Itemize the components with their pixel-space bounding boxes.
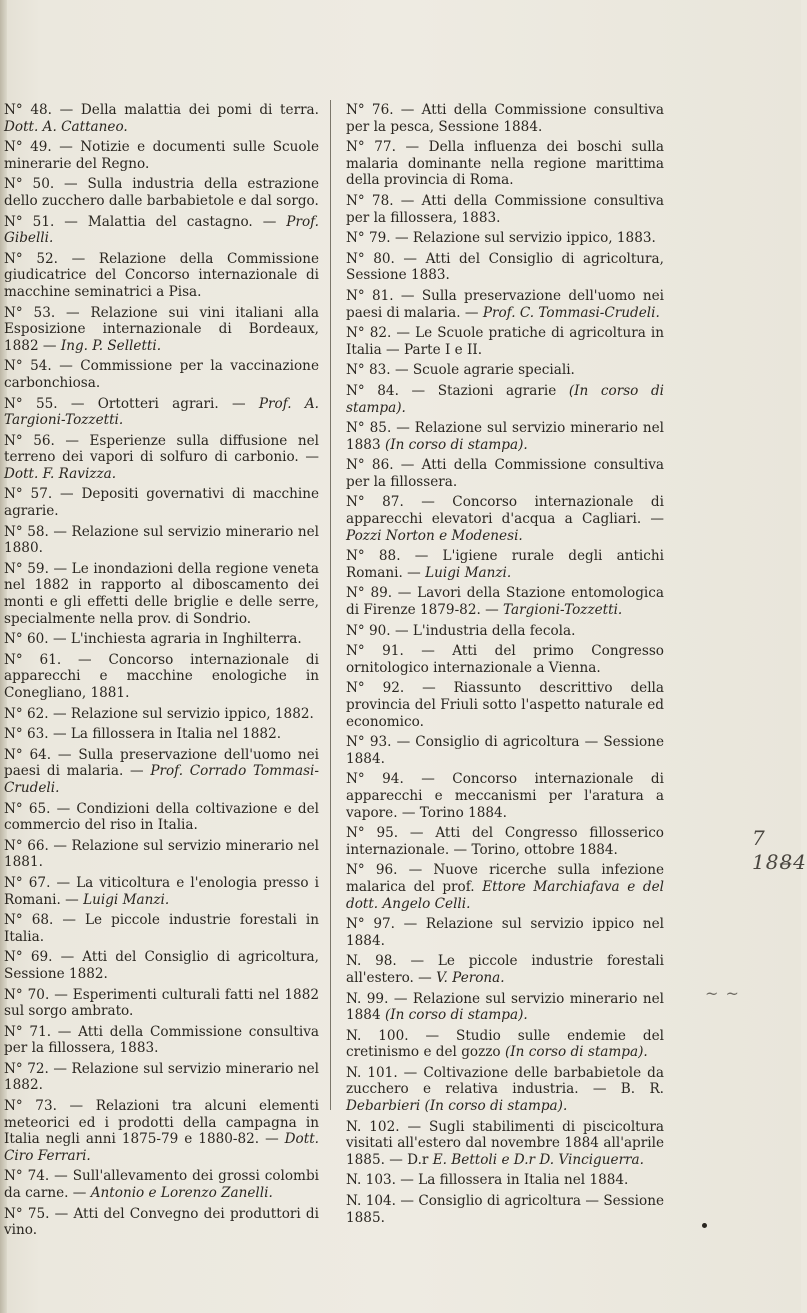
publication-entry [4, 1024, 319, 1057]
entry-text: N° 77. — Della influenza dei boschi sulla malaria dominante nella regione marittima della provincia di Roma. [346, 139, 664, 189]
publication-entry [4, 1061, 319, 1094]
publication-entry [346, 585, 664, 618]
entry-text: N° 76. — Atti della Commissione consultiva per la pesca, Sessione 1884. [346, 102, 664, 135]
entry-text: N° 54. — Commissione per la vaccinazione carbonchiosa. [4, 358, 319, 391]
publication-entry [4, 358, 319, 391]
entry-text: N° 58. — Relazione sul servizio minerario nel 1880. [4, 523, 319, 557]
entry-text: N° 96. — Nuove ricerche sulla infezione malarica del prof. [346, 862, 664, 895]
entry-author: Pozzi Norton e Modenesi. [346, 527, 523, 544]
entry-text: N° 79. — Relazione sul servizio ippico, 1883. [346, 230, 656, 247]
entry-text: N° 59. — Le inondazioni della regione veneta nel 1882 in rapporto al diboscamento dei monti e gli effetti delle briglie e delle serre, specialmente nella prov. di Sondrio. [4, 560, 319, 627]
publication-entry [4, 251, 319, 301]
publication-entry [4, 561, 319, 627]
publication-entry [4, 176, 319, 209]
entry-text: N. 98. — Le piccole industrie forestali all'estero. — [346, 953, 664, 986]
publication-entry [346, 825, 664, 858]
entry-text: N° 56. — Esperienze sulla diffusione nel terreno dei vapori di solfuro di carbonio. — [4, 432, 319, 466]
publication-entry [346, 102, 664, 135]
right-column [346, 102, 664, 1230]
publication-entry [346, 457, 664, 490]
entry-author: Prof. C. Tommasi-Crudeli. [482, 304, 660, 321]
publication-entry [346, 953, 664, 986]
handwritten-margin-scribble: ~ ~ [705, 984, 740, 1003]
publication-entry [346, 1119, 664, 1169]
publication-entry [4, 838, 319, 871]
publication-entry [4, 631, 319, 648]
publication-entry [4, 305, 319, 355]
entry-text: N° 75. — Atti del Convegno dei produttori di vino. [4, 1205, 319, 1239]
entry-text: N. 100. — Studio sulle endemie del cretinismo e del gozzo [346, 1027, 664, 1061]
publication-entry [346, 288, 664, 321]
publication-entry [4, 726, 319, 743]
publication-entry [4, 652, 319, 702]
publication-entry [4, 486, 319, 519]
entry-author: Debarbieri (In corso di stampa). [346, 1098, 568, 1115]
entry-text: N. 104. — Consiglio di agricoltura — Sessione 1885. [346, 1193, 664, 1226]
publication-entry [4, 801, 319, 834]
entry-text: N. 99. — Relazione sul servizio minerario nel 1884 [346, 990, 664, 1024]
entry-text: N° 70. — Esperimenti culturali fatti nel 1882 sul sorgo ambrato. [4, 986, 319, 1020]
entry-text: N° 72. — Relazione sul servizio minerario nel 1882. [4, 1060, 319, 1094]
entry-author: Dott. A. Cattaneo. [4, 118, 128, 135]
entry-text: N° 97. — Relazione sul servizio ippico nel 1884. [346, 916, 664, 949]
entry-author: Luigi Manzi. [425, 564, 512, 581]
publication-entry [346, 1172, 664, 1189]
entry-text: N° 49. — Notizie e documenti sulle Scuole minerarie del Regno. [4, 139, 319, 172]
publication-entry [346, 362, 664, 379]
entry-text: N° 68. — Le piccole industrie forestali in Italia. [4, 912, 319, 945]
publication-entry [346, 916, 664, 949]
entry-text: N° 51. — Malattia del castagno. — [4, 213, 277, 230]
publication-entry [346, 251, 664, 284]
entry-text: N. 101. — Coltivazione delle barbabietole da zucchero e relativa industria. — B. R. [346, 1064, 664, 1098]
entry-text: N. 102. — Sugli stabilimenti di piscicoltura visitati all'estero dal novembre 1884 all'aprile 1885. — D.r [346, 1118, 664, 1168]
entry-author: Ettore Marchiafava e del dott. Angelo Celli. [346, 878, 664, 912]
entry-author: Prof. Gibelli. [4, 213, 319, 247]
entry-author: Targioni-Tozzetti. [503, 602, 623, 619]
column-divider [330, 100, 331, 1110]
entry-text: N° 88. — L'igiene rurale degli antichi Romani. — [346, 548, 664, 581]
entry-text: N° 87. — Concorso internazionale di apparecchi elevatori d'acqua a Cagliari. — [346, 494, 664, 528]
publication-entry [346, 548, 664, 581]
ink-dot [702, 1223, 707, 1228]
publication-entry [346, 1028, 664, 1061]
publication-entry [4, 912, 319, 945]
entry-text: N° 90. — L'industria della fecola. [346, 622, 576, 639]
publication-entry [346, 230, 664, 247]
publication-entry [4, 102, 319, 135]
entry-author: Prof. A. Targioni-Tozzetti. [4, 395, 319, 429]
publication-entry [346, 623, 664, 640]
entry-text: N° 74. — Sull'allevamento dei grossi colombi da carne. — [4, 1168, 319, 1202]
publication-entry [4, 1206, 319, 1239]
entry-text: N° 73. — Relazioni tra alcuni elementi meteorici ed i prodotti della campagna in Italia negli anni 1875-79 e 1880-82. — [4, 1098, 319, 1148]
publication-entry [4, 396, 319, 429]
entry-text: N° 50. — Sulla industria della estrazione dello zucchero dalle barbabietole e dal sorgo. [4, 176, 319, 209]
entry-text: N° 60. — L'inchiesta agraria in Inghilterra. [4, 631, 302, 648]
publication-entry [346, 771, 664, 821]
publication-entry [346, 325, 664, 358]
publication-entry [4, 875, 319, 908]
entry-text: N° 78. — Atti della Commissione consultiva per la fillossera, 1883. [346, 192, 664, 226]
entry-author: Luigi Manzi. [83, 891, 170, 908]
left-column [4, 102, 319, 1243]
publication-entry [346, 680, 664, 730]
entry-author: Prof. Corrado Tommasi-Crudeli. [4, 763, 319, 796]
publication-entry [4, 139, 319, 172]
publication-entry [4, 433, 319, 483]
entry-author: Dott. Ciro Ferrari. [4, 1131, 319, 1164]
publication-entry [346, 1193, 664, 1226]
publication-entry [4, 1098, 319, 1164]
entry-text: N° 82. — Le Scuole pratiche di agricoltura in Italia — Parte I e II. [346, 325, 664, 358]
publication-entry [4, 214, 319, 247]
entry-text: N° 80. — Atti del Consiglio di agricoltura, Sessione 1883. [346, 250, 664, 284]
entry-text: N° 94. — Concorso internazionale di apparecchi e meccanismi per l'aratura a vapore. — Torino 1884. [346, 771, 664, 821]
publication-entry [4, 987, 319, 1020]
entry-text: N° 83. — Scuole agrarie speciali. [346, 362, 575, 379]
entry-text: N° 81. — Sulla preservazione dell'uomo nei paesi di malaria. — [346, 287, 664, 321]
entry-text: N° 69. — Atti del Consiglio di agricoltura, Sessione 1882. [4, 949, 319, 982]
entry-author: Dott. F. Ravizza. [4, 465, 117, 482]
entry-text: N° 61. — Concorso internazionale di apparecchi e macchine enologiche in Conegliano, 1881. [4, 651, 319, 701]
publication-entry [4, 1168, 319, 1201]
entry-text: N° 71. — Atti della Commissione consultiva per la fillossera, 1883. [4, 1023, 319, 1057]
publication-entry [346, 494, 664, 544]
publication-entry [346, 383, 664, 416]
entry-text: N° 66. — Relazione sul servizio minerario nel 1881. [4, 837, 319, 871]
entry-text: N° 84. — Stazioni agrarie [346, 382, 557, 399]
entry-author: (In corso di stampa). [384, 436, 528, 453]
publication-entry [4, 949, 319, 982]
entry-author: Ing. P. Selletti. [60, 337, 162, 354]
entry-text: N° 55. — Ortotteri agrari. — [4, 395, 246, 412]
publication-entry [346, 139, 664, 189]
entry-text: N° 62. — Relazione sul servizio ippico, 1882. [4, 705, 314, 722]
entry-text: N° 67. — La viticoltura e l'enologia presso i Romani. — [4, 874, 319, 908]
entry-text: N° 57. — Depositi governativi di macchine agrarie. [4, 486, 319, 520]
entry-author: Antonio e Lorenzo Zanelli. [90, 1185, 273, 1202]
entry-text: N. 103. — La fillossera in Italia nel 1884. [346, 1172, 629, 1189]
entry-text: N° 48. — Della malattia dei pomi di terra. [4, 102, 319, 118]
entry-text: N° 65. — Condizioni della coltivazione e del commercio del riso in Italia. [4, 800, 319, 834]
handwritten-margin-note: 7 188̶4 [752, 826, 807, 874]
entry-author: (In corso di stampa). [504, 1044, 648, 1061]
entry-text: N° 89. — Lavori della Stazione entomologica di Firenze 1879-82. — [346, 585, 664, 619]
publication-entry [346, 193, 664, 226]
entry-author: (In corso di stampa). [384, 1007, 528, 1024]
publication-entry [4, 706, 319, 723]
entry-text: N° 95. — Atti del Congresso fillosserico internazionale. — Torino, ottobre 1884. [346, 825, 664, 858]
entry-text: N° 64. — Sulla preservazione dell'uomo nei paesi di malaria. — [4, 746, 319, 780]
entry-text: N° 93. — Consiglio di agricoltura — Sessione 1884. [346, 734, 664, 767]
publication-entry [4, 524, 319, 557]
entry-text: N° 53. — Relazione sui vini italiani alla Esposizione internazionale di Bordeaux, 1882 — [4, 304, 319, 354]
publication-entry [4, 747, 319, 797]
entry-author: E. Bettoli e D.r D. Vinciguerra. [432, 1151, 644, 1168]
publication-entry [346, 734, 664, 767]
entry-text: N° 85. — Relazione sul servizio minerario nel 1883 [346, 420, 664, 453]
publication-entry [346, 1065, 664, 1115]
entry-text: N° 86. — Atti della Commissione consultiva per la fillossera. [346, 457, 664, 490]
publication-entry [346, 862, 664, 912]
publication-entry [346, 991, 664, 1024]
publication-entry [346, 420, 664, 453]
entry-author: V. Perona. [436, 969, 505, 986]
entry-text: N° 52. — Relazione della Commissione giudicatrice del Concorso internazionale di macchine seminatrici a Pisa. [4, 250, 319, 300]
entry-text: N° 63. — La fillossera in Italia nel 1882. [4, 726, 282, 743]
entry-author: (In corso di stampa). [346, 382, 664, 416]
entry-text: N° 91. — Atti del primo Congresso ornitologico internazionale a Vienna. [346, 643, 664, 676]
publication-entry [346, 643, 664, 676]
entry-text: N° 92. — Riassunto descrittivo della provincia del Friuli sotto l'aspetto naturale ed economico. [346, 680, 664, 730]
